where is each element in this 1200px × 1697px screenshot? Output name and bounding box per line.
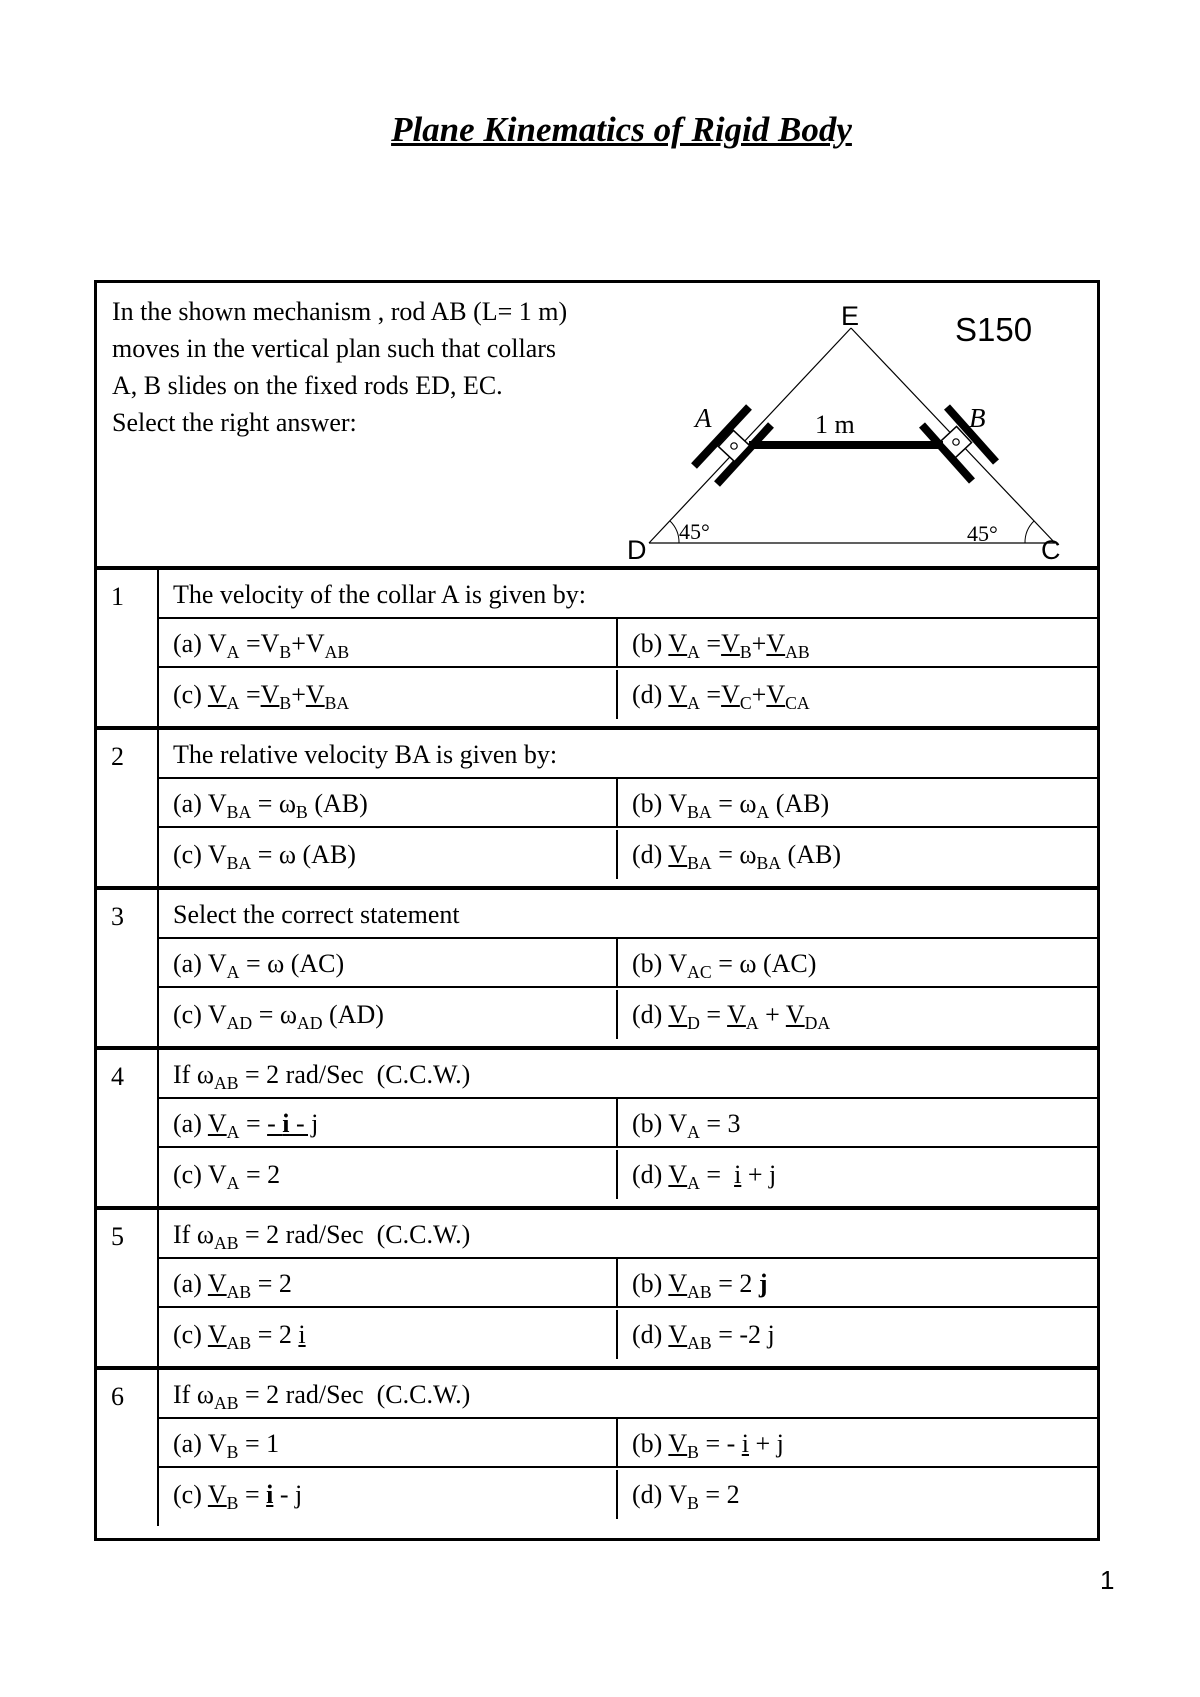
option-a[interactable]: (a) $V_A$ = - i - j xyxy=(159,1099,618,1148)
label-e: E xyxy=(841,301,860,331)
option-b[interactable]: (b) $V_{BA} = \omega_A$ (AB) xyxy=(618,779,1097,828)
question-number: 1 xyxy=(97,570,159,726)
page-number: 1 xyxy=(1100,1565,1115,1595)
option-c[interactable]: (c) $V_B = i - j$ xyxy=(159,1470,618,1519)
option-a[interactable]: (a) $V_{BA} = \omega_B$ (AB) xyxy=(159,779,618,828)
option-d[interactable]: (d) $V_{BA} = \omega_{BA}$ (AB) xyxy=(632,840,841,874)
question-number: 6 xyxy=(97,1370,159,1526)
option-a[interactable]: (a) $V_B = 1$ xyxy=(159,1419,618,1468)
label-a: A xyxy=(695,403,712,433)
question-stem: Select the correct statement xyxy=(159,890,1097,939)
figure-code: S150 xyxy=(955,311,1033,348)
option-d[interactable]: (d) $V_A =V_C+V_{CA}$ xyxy=(632,680,810,714)
option-d[interactable]: (d) $V_B = 2$ xyxy=(632,1480,740,1514)
question-stem: The relative velocity BA is given by: xyxy=(159,730,1097,779)
option-b[interactable]: (b) $V_A = 3$ xyxy=(618,1099,1097,1148)
problem-statement: In the shown mechanism , rod AB (L= 1 m) moves in the vertical plan such that collars A, B slides on the fixed rods ED, EC. Select the right answer: xyxy=(112,297,568,437)
option-c[interactable]: (c) $V_{BA} = \omega$ (AB) xyxy=(159,830,618,879)
option-d[interactable]: (d) $V_A = i + j$ xyxy=(632,1160,777,1194)
option-b[interactable]: (b) $V_A =V_B+V_{AB}$ xyxy=(618,619,1097,668)
angle-arc-c xyxy=(1025,521,1034,543)
angle-label-d: 45° xyxy=(679,519,710,544)
question-number: 2 xyxy=(97,730,159,886)
angle-arc-d xyxy=(670,521,679,543)
label-c: C xyxy=(1041,535,1061,565)
question-5 xyxy=(97,1206,1097,1366)
option-b[interactable]: (b) $V_{AC} = \omega$ (AC) xyxy=(618,939,1097,988)
question-3 xyxy=(97,886,1097,1046)
question-stem: The velocity of the collar A is given by: xyxy=(159,570,1097,619)
question-number: 4 xyxy=(97,1050,159,1206)
option-d[interactable]: (d) $V_D = V_A + V_{DA}$ xyxy=(632,1000,831,1034)
option-a[interactable]: (a) $V_A = \omega$ (AC) xyxy=(159,939,618,988)
option-a[interactable]: (a) $V_{AB} = 2$ xyxy=(159,1259,618,1308)
option-c[interactable]: (c) $V_{AB} = 2$ i xyxy=(159,1310,618,1359)
question-6 xyxy=(97,1366,1097,1526)
option-a[interactable]: (a) $V_A =V_B+V_{AB}$ xyxy=(159,619,618,668)
label-d: D xyxy=(627,535,647,565)
question-4 xyxy=(97,1046,1097,1206)
option-c[interactable]: (c) $V_{AD} = \omega_{AD}$ (AD) xyxy=(159,990,618,1039)
length-label: 1 m xyxy=(815,410,855,439)
option-c[interactable]: (c) $V_A =V_B+V_{BA}$ xyxy=(159,670,618,719)
problem-intro xyxy=(97,283,1097,566)
mechanism-diagram xyxy=(97,283,1097,566)
question-sheet xyxy=(94,280,1100,1541)
page-title: Plane Kinematics of Rigid Body xyxy=(391,110,852,149)
question-number: 5 xyxy=(97,1210,159,1366)
option-d[interactable]: (d) $V_{AB} = -2$ j xyxy=(632,1320,775,1354)
question-stem: If $\omega_{AB} = 2$ rad/Sec (C.C.W.) xyxy=(159,1370,1097,1419)
question-number: 3 xyxy=(97,890,159,1046)
option-b[interactable]: (b) $V_{AB} = 2$ j xyxy=(618,1259,1097,1308)
question-2 xyxy=(97,726,1097,886)
question-stem: If $\omega_{AB} = 2$ rad/Sec (C.C.W.) xyxy=(159,1050,1097,1099)
option-b[interactable]: (b) $V_B$ = - i + j xyxy=(618,1419,1097,1468)
label-b: B xyxy=(969,403,986,433)
angle-label-c: 45° xyxy=(967,521,998,546)
option-c[interactable]: (c) $V_A = 2$ xyxy=(159,1150,618,1199)
question-1 xyxy=(97,566,1097,726)
question-stem: If $\omega_{AB} = 2$ rad/Sec (C.C.W.) xyxy=(159,1210,1097,1259)
